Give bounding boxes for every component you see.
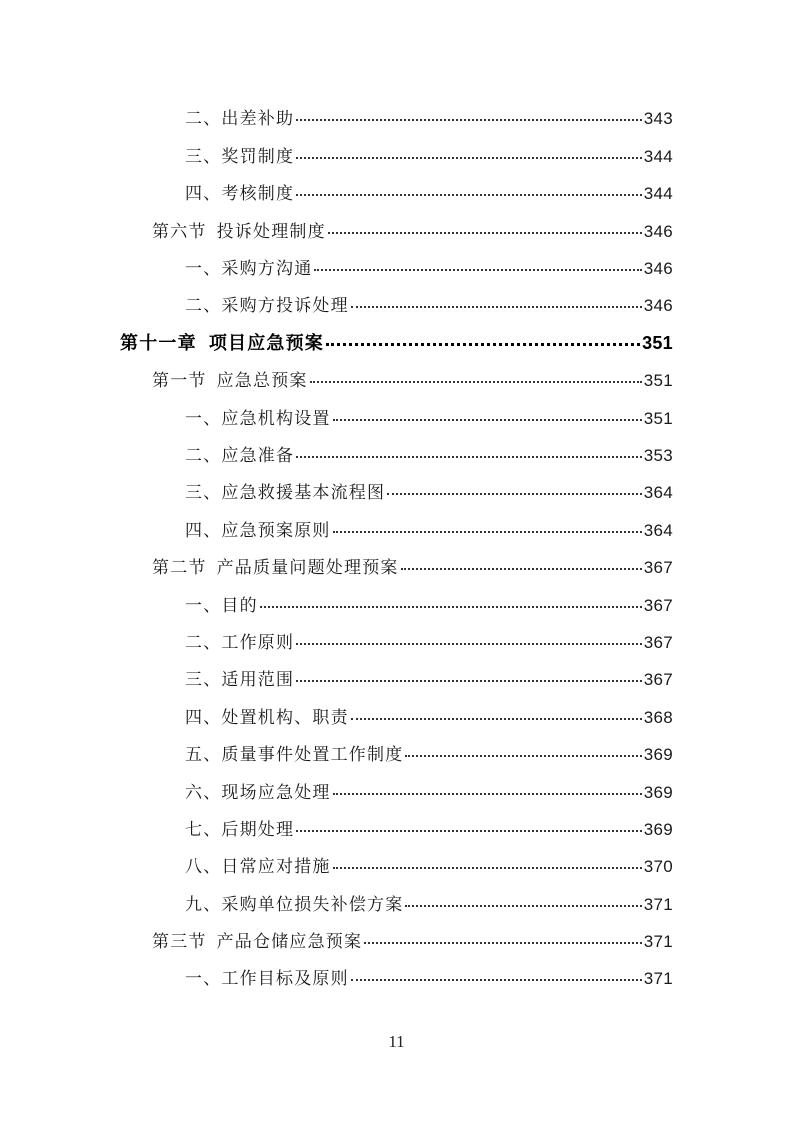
entry-title: 目的 xyxy=(221,595,258,616)
entry-number: 二、 xyxy=(185,109,222,130)
entry-title: 应急准备 xyxy=(221,446,295,466)
entry-title: 后期处理 xyxy=(221,819,295,840)
dot-leader xyxy=(333,781,642,798)
toc-entry[interactable] xyxy=(0,774,793,811)
toc-section-entry[interactable] xyxy=(0,550,793,587)
page-number: 11 xyxy=(388,1032,405,1051)
entry-number: 二、 xyxy=(185,446,222,466)
entry-number: 二、 xyxy=(185,296,222,317)
entry-number: 一、 xyxy=(185,595,222,616)
toc-entry[interactable] xyxy=(0,737,793,774)
entry-number: 三、 xyxy=(185,146,222,167)
entry-title: 工作原则 xyxy=(221,632,295,653)
entry-page: 344 xyxy=(643,146,673,166)
entry-title: 现场应急处理 xyxy=(221,782,331,803)
entry-page: 353 xyxy=(643,446,673,465)
section-title: 投诉处理制度 xyxy=(216,221,326,242)
entry-number: 四、 xyxy=(185,520,222,541)
toc-entry[interactable] xyxy=(0,176,793,213)
entry-title: 考核制度 xyxy=(221,184,295,205)
entry-number: 六、 xyxy=(185,782,222,803)
section-number: 第三节 xyxy=(152,932,207,953)
dot-leader xyxy=(296,631,642,648)
entry-page: 371 xyxy=(643,969,673,989)
entry-title: 采购单位损失补偿方案 xyxy=(221,894,404,915)
entry-page: 369 xyxy=(643,819,673,839)
toc-section-entry[interactable] xyxy=(0,924,793,961)
toc-entry[interactable] xyxy=(0,886,793,923)
toc-entry[interactable] xyxy=(0,699,793,736)
entry-number: 九、 xyxy=(185,894,222,915)
entry-page: 346 xyxy=(643,221,673,241)
toc-entry[interactable] xyxy=(0,475,793,512)
dot-leader xyxy=(296,182,642,199)
dot-leader xyxy=(333,855,642,872)
dot-leader xyxy=(296,444,642,461)
dot-leader xyxy=(296,818,642,835)
entry-number: 二、 xyxy=(185,632,222,653)
dot-leader xyxy=(314,257,641,274)
toc-entry[interactable] xyxy=(0,438,793,475)
dot-leader xyxy=(364,930,642,947)
dot-leader xyxy=(296,668,642,685)
toc-entry[interactable] xyxy=(0,587,793,624)
entry-page: 364 xyxy=(643,520,673,540)
chapter-number: 第十一章 xyxy=(120,333,197,355)
toc-entry[interactable] xyxy=(0,400,793,437)
entry-number: 四、 xyxy=(185,184,222,205)
entry-page: 369 xyxy=(643,782,673,802)
entry-number: 五、 xyxy=(185,745,222,766)
toc-entry[interactable] xyxy=(0,101,793,138)
dot-leader xyxy=(326,332,640,349)
dot-leader xyxy=(405,743,641,760)
dot-leader xyxy=(296,107,642,124)
dot-leader xyxy=(351,706,642,723)
entry-page: 346 xyxy=(643,296,673,316)
entry-title: 应急预案原则 xyxy=(221,520,331,541)
toc-chapter-entry[interactable] xyxy=(0,325,793,362)
dot-leader xyxy=(351,967,642,984)
entry-page: 351 xyxy=(643,408,673,428)
toc-entry[interactable] xyxy=(0,624,793,661)
entry-page: 367 xyxy=(643,595,673,615)
entry-number: 七、 xyxy=(185,819,222,840)
entry-page: 367 xyxy=(643,670,673,690)
toc-section-entry[interactable] xyxy=(0,213,793,250)
section-number: 第六节 xyxy=(152,221,207,242)
dot-leader xyxy=(401,556,642,573)
toc-entry[interactable] xyxy=(0,251,793,288)
entry-number: 一、 xyxy=(185,259,222,280)
entry-page: 343 xyxy=(643,109,673,129)
chapter-title: 项目应急预案 xyxy=(208,333,325,355)
entry-title: 采购方投诉处理 xyxy=(221,296,349,317)
dot-leader xyxy=(351,294,642,311)
entry-page: 371 xyxy=(643,932,673,952)
toc-entry[interactable] xyxy=(0,662,793,699)
section-number: 第一节 xyxy=(152,371,207,392)
entry-number: 一、 xyxy=(185,969,222,990)
entry-number: 三、 xyxy=(185,670,222,691)
toc-entry[interactable] xyxy=(0,512,793,549)
entry-page: 370 xyxy=(643,857,673,877)
section-title: 产品仓储应急预案 xyxy=(216,932,363,953)
entry-title: 工作目标及原则 xyxy=(221,969,349,990)
entry-page: 351 xyxy=(642,333,673,354)
entry-title: 采购方沟通 xyxy=(221,259,313,280)
dot-leader xyxy=(333,519,642,536)
section-title: 应急总预案 xyxy=(216,371,308,392)
toc-entry[interactable] xyxy=(0,849,793,886)
dot-leader xyxy=(333,407,642,424)
toc-entry[interactable] xyxy=(0,811,793,848)
entry-number: 三、 xyxy=(185,483,222,504)
entry-title: 质量事件处置工作制度 xyxy=(221,745,404,766)
entry-page: 351 xyxy=(643,371,673,391)
dot-leader xyxy=(296,145,642,162)
entry-page: 368 xyxy=(643,707,673,727)
dot-leader xyxy=(328,220,642,237)
entry-title: 奖罚制度 xyxy=(221,146,295,167)
entry-title: 日常应对措施 xyxy=(221,857,331,878)
entry-title: 处置机构、职责 xyxy=(221,707,349,728)
toc-entry[interactable] xyxy=(0,288,793,325)
entry-title: 应急救援基本流程图 xyxy=(221,483,386,504)
entry-page: 367 xyxy=(643,632,673,652)
entry-title: 适用范围 xyxy=(221,670,295,691)
entry-page: 371 xyxy=(643,894,673,914)
entry-title: 应急机构设置 xyxy=(221,408,331,429)
section-title: 产品质量问题处理预案 xyxy=(216,558,399,579)
dot-leader xyxy=(310,369,642,386)
section-number: 第二节 xyxy=(152,558,207,579)
dot-leader xyxy=(387,481,642,498)
entry-page: 364 xyxy=(643,483,673,503)
dot-leader xyxy=(405,893,641,910)
toc-section-entry[interactable] xyxy=(0,363,793,400)
table-of-contents xyxy=(0,101,793,998)
entry-page: 367 xyxy=(643,558,673,578)
toc-entry[interactable] xyxy=(0,961,793,998)
entry-number: 四、 xyxy=(185,707,222,728)
entry-number: 八、 xyxy=(185,857,222,878)
entry-title: 出差补助 xyxy=(221,109,295,130)
toc-entry[interactable] xyxy=(0,138,793,175)
dot-leader xyxy=(260,594,642,611)
entry-page: 344 xyxy=(643,184,673,204)
entry-number: 一、 xyxy=(185,408,222,429)
entry-page: 369 xyxy=(643,745,673,765)
entry-page: 346 xyxy=(643,259,673,279)
